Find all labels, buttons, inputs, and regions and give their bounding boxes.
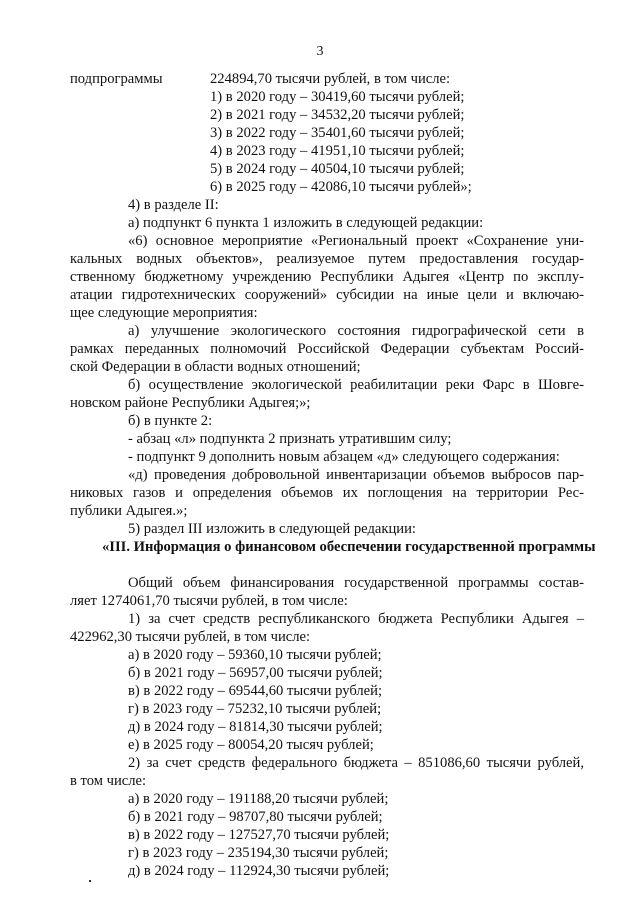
paragraph-line: кальных водных объектов», реализуемое путем предоставления государ- [70, 251, 584, 267]
paragraph-line: рамках переданных полномочий Российской Федерации субъектам Россий- [70, 341, 584, 357]
budget-year-line: в) в 2022 году – 69544,60 тысячи рублей; [128, 683, 383, 699]
paragraph-line: в том числе: [70, 773, 147, 789]
section-heading: «III. Информация о финансовом обеспечении государственной программы [102, 539, 596, 555]
subprogram-year-line: 1) в 2020 году – 30419,60 тысячи рублей; [210, 89, 465, 105]
budget-year-line: б) в 2021 году – 56957,00 тысячи рублей; [128, 665, 383, 681]
scan-dot [89, 880, 91, 882]
federal-year-line: в) в 2022 году – 127527,70 тысячи рублей; [128, 827, 390, 843]
paragraph-line: 5) раздел III изложить в следующей редакции: [128, 521, 416, 537]
federal-year-line: б) в 2021 году – 98707,80 тысячи рублей; [128, 809, 383, 825]
paragraph-line: атации гидротехнических сооружений» субсидии на иные цели и включаю- [70, 287, 584, 303]
paragraph-line: щее следующие мероприятия: [70, 305, 258, 321]
subprogram-label: подпрограммы [70, 71, 163, 87]
subprogram-year-line: 3) в 2022 году – 35401,60 тысячи рублей; [210, 125, 465, 141]
paragraph-line: ской Федерации в области водных отношений; [70, 359, 361, 375]
paragraph-line: ляет 1274061,70 тысячи рублей, в том числе: [70, 593, 348, 609]
federal-year-line: д) в 2024 году – 112924,30 тысячи рублей; [128, 863, 390, 879]
paragraph-line: б) осуществление экологической реабилитации реки Фарс в Шовге- [128, 377, 584, 393]
paragraph-line: - подпункт 9 дополнить новым абзацем «д» следующего содержания: [128, 449, 560, 465]
paragraph-line: Общий объем финансирования государственной программы состав- [128, 575, 584, 591]
subprogram-total-line: 224894,70 тысячи рублей, в том числе: [210, 71, 451, 87]
subprogram-year-line: 6) в 2025 году – 42086,10 тысячи рублей»; [210, 179, 472, 195]
paragraph-line: никовых газов и определения объемов их поглощения на территории Рес- [70, 485, 584, 501]
paragraph-line: новском районе Республики Адыгея;»; [70, 395, 311, 411]
paragraph-line: «д) проведения добровольной инвентаризации объемов выбросов пар- [128, 467, 584, 483]
subprogram-year-line: 4) в 2023 году – 41951,10 тысячи рублей; [210, 143, 465, 159]
budget-year-line: е) в 2025 году – 80054,20 тысяч рублей; [128, 737, 374, 753]
paragraph-line: б) в пункте 2: [128, 413, 213, 429]
paragraph-line: 422962,30 тысячи рублей, в том числе: [70, 629, 311, 645]
paragraph-line: 2) за счет средств федерального бюджета – 851086,60 тысячи рублей, [128, 755, 584, 771]
federal-year-line: а) в 2020 году – 191188,20 тысячи рублей; [128, 791, 389, 807]
subprogram-year-line: 5) в 2024 году – 40504,10 тысячи рублей; [210, 161, 465, 177]
paragraph-line: ственному бюджетному учреждению Республики Адыгея «Центр по эксплу- [70, 269, 584, 285]
paragraph-line: а) подпункт 6 пункта 1 изложить в следующей редакции: [128, 215, 484, 231]
budget-year-line: г) в 2023 году – 75232,10 тысячи рублей; [128, 701, 382, 717]
paragraph-line: - абзац «л» подпункта 2 признать утратившим силу; [128, 431, 452, 447]
section-item: 4) в разделе II: [128, 197, 219, 213]
budget-year-line: а) в 2020 году – 59360,10 тысячи рублей; [128, 647, 382, 663]
page-number: 3 [316, 44, 324, 59]
paragraph-line: публики Адыгея.»; [70, 503, 188, 519]
paragraph-line: 1) за счет средств республиканского бюджета Республики Адыгея – [128, 611, 584, 627]
subprogram-year-line: 2) в 2021 году – 34532,20 тысячи рублей; [210, 107, 465, 123]
federal-year-line: г) в 2023 году – 235194,30 тысячи рублей; [128, 845, 389, 861]
paragraph-line: а) улучшение экологического состояния гидрографической сети в [128, 323, 584, 339]
paragraph-line: «6) основное мероприятие «Региональный проект «Сохранение уни- [128, 233, 584, 249]
budget-year-line: д) в 2024 году – 81814,30 тысячи рублей; [128, 719, 383, 735]
